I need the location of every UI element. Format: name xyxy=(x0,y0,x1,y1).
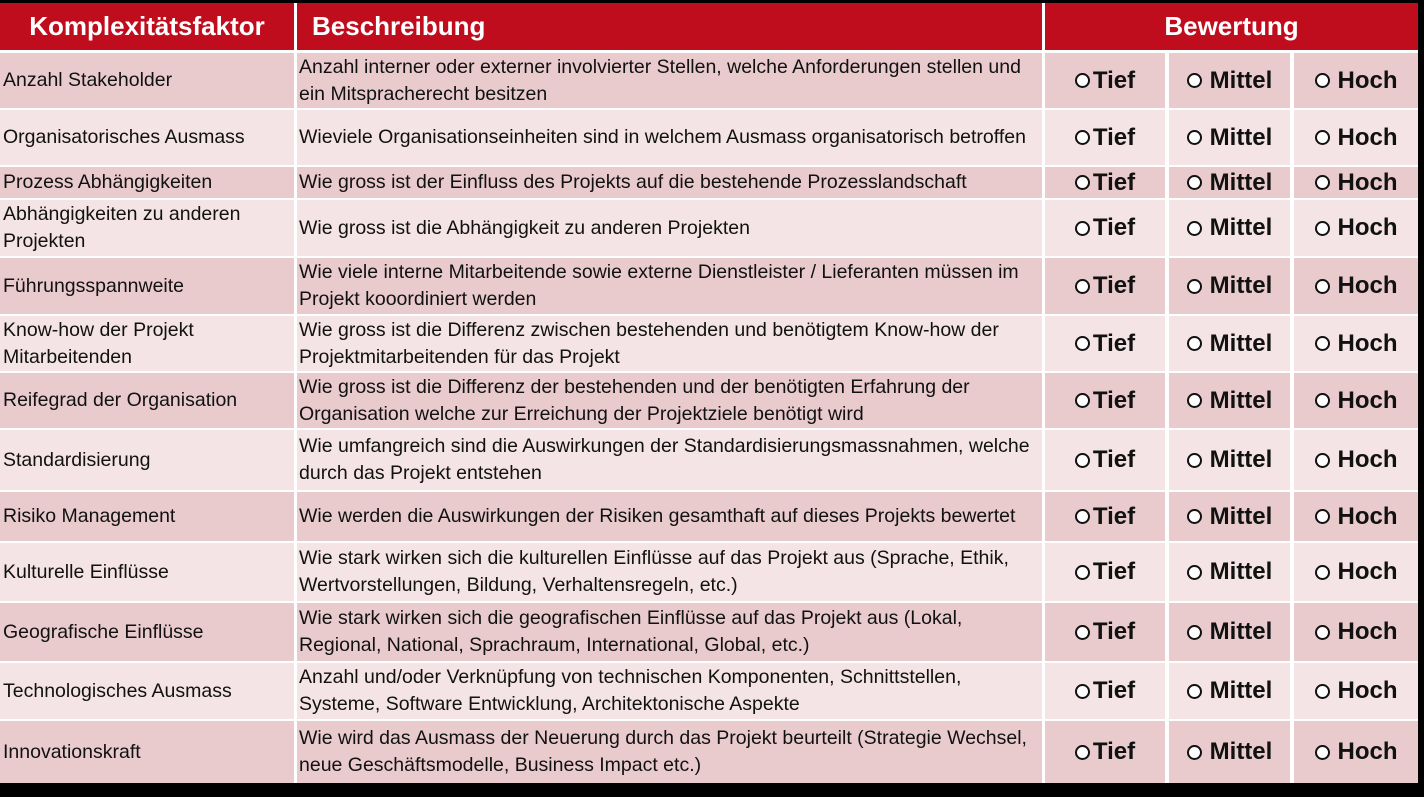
rating-option-low[interactable] xyxy=(1075,446,1135,474)
factor-cell xyxy=(0,200,294,256)
radio-button-icon[interactable] xyxy=(1187,73,1202,88)
rating-label-high: Hoch xyxy=(1337,618,1398,645)
rating-label-medium: Mittel xyxy=(1209,677,1273,704)
rating-cell-medium xyxy=(1169,721,1290,783)
description-text: Anzahl interner oder externer involvierter Stellen, welche Anforderungen stellen und ein Mitspracherecht besitzen xyxy=(299,55,1021,105)
rating-label-medium: Mittel xyxy=(1209,558,1273,585)
description-text: Wieviele Organisationseinheiten sind in welchem Ausmass organisatorisch betroffen xyxy=(299,126,1026,148)
rating-cell-high xyxy=(1294,430,1418,490)
radio-button-icon[interactable] xyxy=(1315,73,1330,88)
rating-cell-high xyxy=(1294,258,1418,314)
table-row xyxy=(0,492,1418,541)
rating-option-low[interactable] xyxy=(1075,169,1135,197)
factor-cell xyxy=(0,110,294,165)
rating-cell-medium xyxy=(1169,167,1290,198)
rating-cell-low xyxy=(1045,430,1165,490)
description-cell xyxy=(297,316,1042,371)
rating-label-medium: Mittel xyxy=(1209,446,1273,473)
factor-label: Prozess Abhängigkeiten xyxy=(3,171,213,193)
description-text: Wie gross ist die Differenz der bestehenden und der benötigten Erfahrung der Organisation welche zur Erreichung der Projektziele benötigt wird xyxy=(299,375,970,425)
rating-option-medium[interactable] xyxy=(1187,503,1273,531)
radio-button-icon[interactable] xyxy=(1315,625,1330,640)
description-cell xyxy=(297,492,1042,541)
rating-cell-high xyxy=(1294,721,1418,783)
radio-button-icon[interactable] xyxy=(1315,130,1330,145)
description-cell xyxy=(297,200,1042,256)
factor-cell xyxy=(0,373,294,428)
rating-option-medium[interactable] xyxy=(1187,124,1273,152)
rating-label-medium: Mittel xyxy=(1209,168,1273,196)
rating-option-medium[interactable] xyxy=(1187,387,1273,415)
radio-button-icon[interactable] xyxy=(1075,279,1090,294)
description-cell xyxy=(297,543,1042,601)
radio-button-icon[interactable] xyxy=(1315,221,1330,236)
rating-label-medium: Mittel xyxy=(1209,386,1273,414)
rating-option-high[interactable] xyxy=(1315,738,1398,766)
radio-button-icon[interactable] xyxy=(1075,393,1090,408)
radio-button-icon[interactable] xyxy=(1075,73,1090,88)
factor-cell xyxy=(0,721,294,783)
rating-cell-medium xyxy=(1169,53,1290,108)
description-cell xyxy=(297,167,1042,198)
description-cell xyxy=(297,258,1042,314)
rating-label-high: Hoch xyxy=(1337,214,1398,241)
rating-option-low[interactable] xyxy=(1075,618,1135,646)
rating-cell-low xyxy=(1045,373,1165,428)
description-cell xyxy=(297,721,1042,783)
rating-option-high[interactable] xyxy=(1315,214,1398,242)
rating-label-medium: Mittel xyxy=(1209,123,1273,151)
description-cell xyxy=(297,53,1042,108)
table-row xyxy=(0,110,1418,165)
rating-cell-low xyxy=(1045,110,1165,165)
rating-option-medium[interactable] xyxy=(1187,558,1273,586)
description-cell xyxy=(297,663,1042,719)
rating-label-high: Hoch xyxy=(1337,386,1398,414)
rating-cell-low xyxy=(1045,663,1165,719)
rating-cell-medium xyxy=(1169,200,1290,256)
rating-label-medium: Mittel xyxy=(1209,502,1273,530)
rating-cell-medium xyxy=(1169,543,1290,601)
rating-label-medium: Mittel xyxy=(1209,738,1273,765)
factor-cell xyxy=(0,663,294,719)
rating-cell-low xyxy=(1045,53,1165,108)
table-row xyxy=(0,167,1418,198)
rating-cell-high xyxy=(1294,316,1418,371)
rating-option-high[interactable] xyxy=(1315,503,1398,531)
rating-cell-high xyxy=(1294,200,1418,256)
rating-label-high: Hoch xyxy=(1337,738,1398,765)
factor-label: Risiko Management xyxy=(3,505,176,527)
rating-option-low[interactable] xyxy=(1075,558,1135,586)
radio-button-icon[interactable] xyxy=(1187,221,1202,236)
rating-cell-high xyxy=(1294,373,1418,428)
rating-label-low: Tief xyxy=(1092,66,1136,94)
rating-option-medium[interactable] xyxy=(1187,446,1273,474)
rating-label-high: Hoch xyxy=(1337,677,1398,704)
radio-button-icon[interactable] xyxy=(1315,453,1330,468)
rating-cell-medium xyxy=(1169,430,1290,490)
radio-button-icon[interactable] xyxy=(1187,130,1202,145)
rating-cell-medium xyxy=(1169,316,1290,371)
description-text: Wie gross ist die Abhängigkeit zu anderen Projekten xyxy=(299,216,750,239)
radio-button-icon[interactable] xyxy=(1187,745,1202,760)
radio-button-icon[interactable] xyxy=(1315,509,1330,524)
rating-cell-high xyxy=(1294,167,1418,198)
radio-button-icon[interactable] xyxy=(1075,453,1090,468)
table-row xyxy=(0,430,1418,490)
rating-option-low[interactable] xyxy=(1075,124,1135,152)
rating-option-low[interactable] xyxy=(1075,214,1135,242)
radio-button-icon[interactable] xyxy=(1187,393,1202,408)
radio-button-icon[interactable] xyxy=(1315,175,1330,190)
radio-button-icon[interactable] xyxy=(1315,745,1330,760)
rating-option-medium[interactable] xyxy=(1187,738,1273,766)
rating-label-low: Tief xyxy=(1092,558,1136,585)
table-row xyxy=(0,200,1418,256)
factor-label: Innovationskraft xyxy=(3,740,141,763)
factor-label: Anzahl Stakeholder xyxy=(3,69,173,91)
rating-cell-medium xyxy=(1169,258,1290,314)
rating-label-low: Tief xyxy=(1092,618,1136,645)
radio-button-icon[interactable] xyxy=(1315,684,1330,699)
factor-label: Abhängigkeiten zu anderen Projekten xyxy=(3,203,241,252)
rating-label-medium: Mittel xyxy=(1209,618,1273,645)
radio-button-icon[interactable] xyxy=(1075,745,1090,760)
factor-cell xyxy=(0,603,294,661)
rating-label-low: Tief xyxy=(1092,329,1136,357)
rating-label-medium: Mittel xyxy=(1209,329,1273,357)
rating-option-low[interactable] xyxy=(1075,387,1135,415)
rating-cell-medium xyxy=(1169,110,1290,165)
rating-label-high: Hoch xyxy=(1337,272,1398,299)
rating-option-low[interactable] xyxy=(1075,738,1135,766)
factor-label: Know-how der Projekt Mitarbeitenden xyxy=(3,318,194,368)
rating-option-medium[interactable] xyxy=(1187,169,1273,197)
radio-button-icon[interactable] xyxy=(1187,453,1202,468)
rating-label-low: Tief xyxy=(1092,214,1136,241)
factor-label: Reifegrad der Organisation xyxy=(3,389,238,411)
rating-option-high[interactable] xyxy=(1315,124,1398,152)
rating-label-medium: Mittel xyxy=(1209,66,1273,94)
radio-button-icon[interactable] xyxy=(1075,565,1090,580)
rating-option-high[interactable] xyxy=(1315,272,1398,300)
factor-label: Geografische Einflüsse xyxy=(3,620,204,643)
description-cell xyxy=(297,110,1042,165)
rating-option-medium[interactable] xyxy=(1187,214,1273,242)
table-row xyxy=(0,258,1418,314)
rating-cell-low xyxy=(1045,492,1165,541)
factor-cell xyxy=(0,258,294,314)
radio-button-icon[interactable] xyxy=(1075,336,1090,351)
rating-label-high: Hoch xyxy=(1337,329,1398,357)
description-text: Wie umfangreich sind die Auswirkungen der Standardisierungsmassnahmen, welche durch das Projekt entstehen xyxy=(299,435,1030,484)
description-text: Wie gross ist der Einfluss des Projekts auf die bestehende Prozesslandschaft xyxy=(299,171,967,193)
factor-label: Führungsspannweite xyxy=(3,274,185,297)
factor-label: Technologisches Ausmass xyxy=(3,679,232,702)
rating-label-low: Tief xyxy=(1092,123,1136,151)
rating-cell-high xyxy=(1294,110,1418,165)
factor-label: Standardisierung xyxy=(3,448,151,471)
rating-cell-high xyxy=(1294,603,1418,661)
rating-option-medium[interactable] xyxy=(1187,677,1273,705)
description-cell xyxy=(297,430,1042,490)
rating-option-high[interactable] xyxy=(1315,169,1398,197)
rating-label-low: Tief xyxy=(1092,677,1136,704)
description-text: Wie stark wirken sich die kulturellen Einflüsse auf das Projekt aus (Sprache, Ethik, Wertvorstellungen, Bildung, Verhaltensregeln, etc.) xyxy=(299,547,1009,596)
radio-button-icon[interactable] xyxy=(1075,221,1090,236)
radio-button-icon[interactable] xyxy=(1187,336,1202,351)
radio-button-icon[interactable] xyxy=(1315,393,1330,408)
table-row xyxy=(0,663,1418,719)
factor-cell xyxy=(0,430,294,490)
header-rating xyxy=(1045,3,1418,50)
rating-label-low: Tief xyxy=(1092,386,1136,414)
rating-label-high: Hoch xyxy=(1337,446,1398,473)
radio-button-icon[interactable] xyxy=(1187,684,1202,699)
rating-cell-low xyxy=(1045,316,1165,371)
rating-option-high[interactable] xyxy=(1315,446,1398,474)
description-cell xyxy=(297,603,1042,661)
rating-option-low[interactable] xyxy=(1075,330,1135,358)
rating-cell-medium xyxy=(1169,373,1290,428)
complexity-table xyxy=(0,3,1418,783)
radio-button-icon[interactable] xyxy=(1075,130,1090,145)
rating-cell-high xyxy=(1294,663,1418,719)
rating-cell-low xyxy=(1045,200,1165,256)
rating-cell-low xyxy=(1045,603,1165,661)
rating-label-high: Hoch xyxy=(1337,502,1398,530)
rating-option-low[interactable] xyxy=(1075,272,1135,300)
rating-option-low[interactable] xyxy=(1075,503,1135,531)
rating-option-high[interactable] xyxy=(1315,618,1398,646)
table-row xyxy=(0,721,1418,783)
radio-button-icon[interactable] xyxy=(1075,509,1090,524)
radio-button-icon[interactable] xyxy=(1075,175,1090,190)
description-cell xyxy=(297,373,1042,428)
rating-label-low: Tief xyxy=(1092,738,1136,765)
rating-option-medium[interactable] xyxy=(1187,272,1273,300)
rating-cell-high xyxy=(1294,53,1418,108)
rating-label-high: Hoch xyxy=(1337,168,1398,196)
factor-label: Kulturelle Einflüsse xyxy=(3,560,169,583)
factor-label: Organisatorisches Ausmass xyxy=(3,126,245,148)
rating-option-medium[interactable] xyxy=(1187,67,1273,95)
table-row xyxy=(0,53,1418,108)
radio-button-icon[interactable] xyxy=(1075,684,1090,699)
rating-cell-low xyxy=(1045,258,1165,314)
factor-cell xyxy=(0,53,294,108)
radio-button-icon[interactable] xyxy=(1187,565,1202,580)
factor-cell xyxy=(0,492,294,541)
radio-button-icon[interactable] xyxy=(1315,279,1330,294)
rating-cell-high xyxy=(1294,492,1418,541)
rating-option-high[interactable] xyxy=(1315,330,1398,358)
description-text: Wie gross ist die Differenz zwischen bestehenden und benötigtem Know-how der Projektmitarbeitenden für das Projekt xyxy=(299,318,999,368)
rating-cell-high xyxy=(1294,543,1418,601)
rating-cell-low xyxy=(1045,167,1165,198)
description-text: Wie viele interne Mitarbeitende sowie externe Dienstleister / Lieferanten müssen im Projekt kooordiniert werden xyxy=(299,261,1019,310)
header-factor-label: Komplexitätsfaktor xyxy=(29,11,265,41)
rating-option-high[interactable] xyxy=(1315,677,1398,705)
factor-cell xyxy=(0,316,294,371)
table-row xyxy=(0,316,1418,371)
rating-option-low[interactable] xyxy=(1075,67,1135,95)
description-text: Anzahl und/oder Verknüpfung von technischen Komponenten, Schnittstellen, Systeme, Software Entwicklung, Architektonische Aspekte xyxy=(299,666,962,715)
rating-cell-medium xyxy=(1169,492,1290,541)
rating-label-high: Hoch xyxy=(1337,66,1398,94)
rating-label-low: Tief xyxy=(1092,168,1136,196)
rating-option-high[interactable] xyxy=(1315,67,1398,95)
radio-button-icon[interactable] xyxy=(1187,175,1202,190)
rating-cell-low xyxy=(1045,721,1165,783)
description-text: Wie werden die Auswirkungen der Risiken gesamthaft auf dieses Projekts bewertet xyxy=(299,505,1016,527)
factor-cell xyxy=(0,543,294,601)
rating-label-high: Hoch xyxy=(1337,123,1398,151)
table-row xyxy=(0,543,1418,601)
description-text: Wie wird das Ausmass der Neuerung durch das Projekt beurteilt (Strategie Wechsel, neue Geschäftsmodelle, Business Impact etc.) xyxy=(299,727,1027,776)
rating-option-high[interactable] xyxy=(1315,558,1398,586)
radio-button-icon[interactable] xyxy=(1315,336,1330,351)
rating-label-medium: Mittel xyxy=(1209,272,1273,299)
table-row xyxy=(0,373,1418,428)
rating-cell-medium xyxy=(1169,663,1290,719)
rating-option-medium[interactable] xyxy=(1187,330,1273,358)
header-factor xyxy=(0,3,294,50)
rating-cell-low xyxy=(1045,543,1165,601)
rating-label-medium: Mittel xyxy=(1209,214,1273,241)
rating-label-low: Tief xyxy=(1092,502,1136,530)
radio-button-icon[interactable] xyxy=(1187,625,1202,640)
rating-label-low: Tief xyxy=(1092,446,1136,473)
header-description xyxy=(297,3,1042,50)
radio-button-icon[interactable] xyxy=(1187,509,1202,524)
radio-button-icon[interactable] xyxy=(1075,625,1090,640)
rating-cell-medium xyxy=(1169,603,1290,661)
header-description-label: Beschreibung xyxy=(312,11,486,41)
header-rating-label: Bewertung xyxy=(1164,11,1299,41)
rating-label-high: Hoch xyxy=(1337,558,1398,585)
rating-option-high[interactable] xyxy=(1315,387,1398,415)
radio-button-icon[interactable] xyxy=(1315,565,1330,580)
rating-option-low[interactable] xyxy=(1075,677,1135,705)
rating-option-medium[interactable] xyxy=(1187,618,1273,646)
table-row xyxy=(0,603,1418,661)
description-text: Wie stark wirken sich die geografischen Einflüsse auf das Projekt aus (Lokal, Regional, National, Sprachraum, International, Global, etc.) xyxy=(299,607,963,656)
radio-button-icon[interactable] xyxy=(1187,279,1202,294)
factor-cell xyxy=(0,167,294,198)
rating-label-low: Tief xyxy=(1092,272,1136,299)
